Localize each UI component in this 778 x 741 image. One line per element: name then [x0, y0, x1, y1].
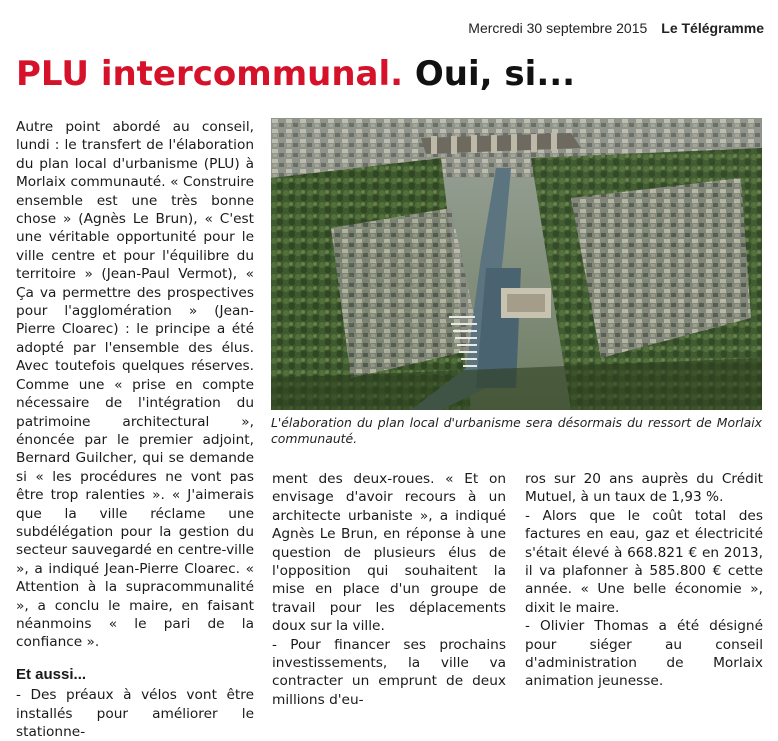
article-paragraph: Autre point abordé au conseil, lundi : le transfert de l'élaboration du plan local d'urbanisme (PLU) à Morlaix communauté. « Construire ensemble est une très bonne chose » (Agnès Le Brun), « C'est une véritable opportunité pour le ville centre et pour l'équilibre du territoire » (Jean-Paul Vermot), « Ça va permettre des prospectives pour l'agglomération » (Jean-Pierre Cloarec) : le principe a été adopté par l'ensemble des élus. Avec toutefois quelques réserves. Comme une « prise en compte nécessaire de l'intégration du patrimoine architectural », énoncée par le premier adjoint, Bernard Guilcher, qui se demande si « les procédures ne vont pas être trop ralenties ». « J'aimerais que la ville réclame une subdélégation pour la gestion du secteur sauvegardé en centre-ville », a indiqué Jean-Pierre Cloarec. « Attention à la supracommunalité », a conclu le maire, en faisant néanmoins « le pari de la confiance ».: [16, 119, 254, 651]
morlaix-aerial-image: [271, 118, 762, 410]
issue-date: Mercredi 30 septembre 2015: [468, 20, 648, 36]
article-column-1: [16, 118, 254, 741]
article-column-3: [525, 470, 763, 691]
page-header: [468, 20, 764, 36]
photo-caption: L'élaboration du plan local d'urbanisme sera désormais du ressort de Morlaix communauté.: [271, 415, 762, 446]
article-paragraph: ros sur 20 ans auprès du Crédit Mutuel, à un taux de 1,93 %.: [525, 471, 763, 506]
aerial-photo: [271, 118, 762, 410]
article-paragraph: - Olivier Thomas a été désigné pour siéger au conseil d'administration de Morlaix animation jeunesse.: [525, 618, 763, 690]
article-paragraph: - Pour financer ses prochains investissements, la ville va contracter un emprunt de deux millions d'eu-: [272, 636, 506, 708]
newspaper-name: Le Télégramme: [661, 20, 764, 36]
article-paragraph: - Des préaux à vélos vont être installés pour améliorer le stationne-: [16, 687, 254, 740]
title-main: PLU intercommunal.: [16, 54, 404, 94]
title-sub: Oui, si...: [414, 54, 576, 94]
article-column-2: [272, 470, 506, 709]
article-paragraph: - Alors que le coût total des factures en eau, gaz et électricité s'était élevé à 668.821 € en 2013, il va plafonner à 585.800 € cette année. « Une belle économie », dixit le maire.: [525, 507, 763, 616]
section-heading-et-aussi: Et aussi...: [16, 665, 87, 683]
article-paragraph: ment des deux-roues. « Et on envisage d'avoir recours à un architecte urbaniste », a indiqué Agnès Le Brun, en réponse à une question de plusieurs élus de l'opposition qui souhaitent la mise en place d'un groupe de travail pour les déplacements doux sur la ville.: [272, 471, 506, 635]
article-title: [16, 54, 575, 94]
